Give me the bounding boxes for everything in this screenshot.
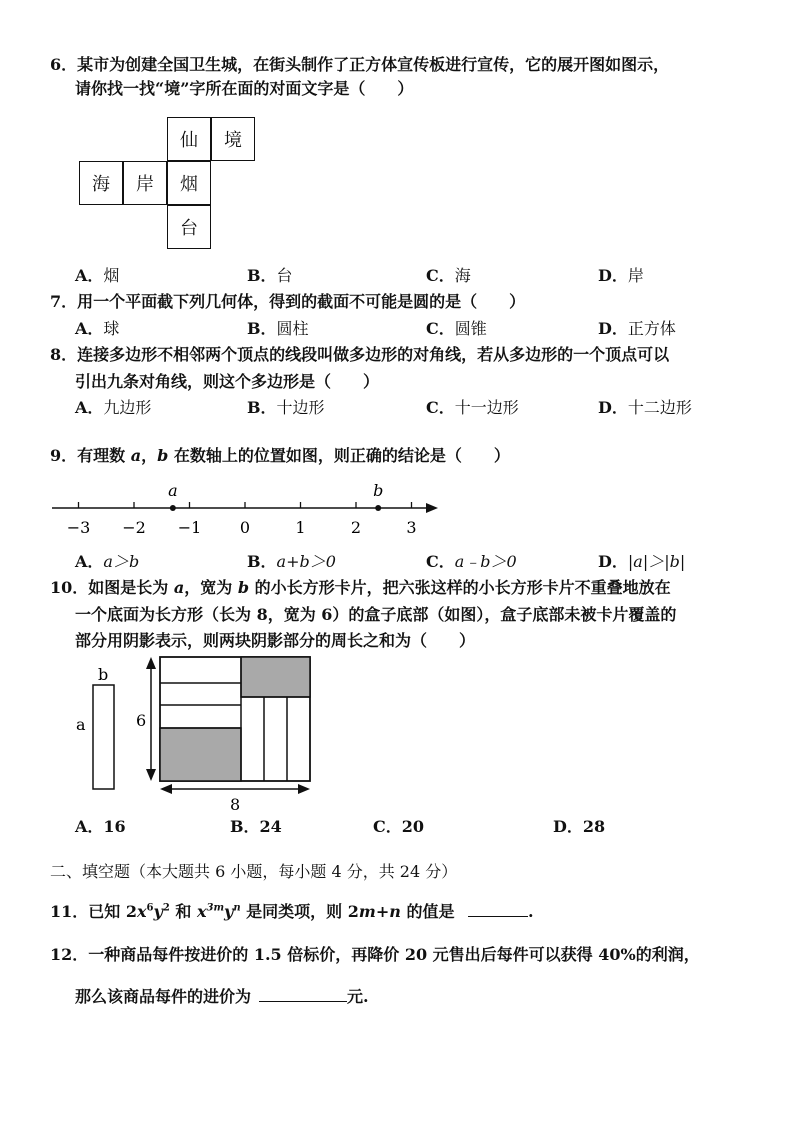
q8-line2: 引出九条对角线，则这个多边形是（ ） [75, 372, 380, 391]
q10-line3: 部分用阴影表示，则两块阴影部分的周长之和为（ ） [75, 631, 476, 650]
height-arrow-head-bottom [146, 769, 156, 781]
net-cell-xian: 仙 [167, 117, 211, 161]
q11-answer-blank[interactable] [468, 900, 528, 917]
q6-line2: 请你找一找“境”字所在面的对面文字是（ ） [75, 79, 414, 98]
q9-option-a[interactable]: A．a＞b [75, 552, 140, 571]
q9-number: 9． [50, 446, 78, 465]
net-cell-tai: 台 [167, 205, 211, 249]
section-2-heading: 二、填空题（本大题共 6 小题，每小题 4 分，共 24 分） [50, 862, 458, 881]
box-figure [60, 650, 340, 820]
q9-option-d[interactable]: D．|a|＞|b| [598, 552, 686, 571]
q10-number: 10． [50, 578, 89, 597]
net-cell-hai: 海 [79, 161, 123, 205]
q10-option-c[interactable]: C．20 [373, 817, 425, 836]
q11-line: 11．已知 $2x^6y^2$ 和 $x^{3m}y^n$ 是同类项，则 2m+n 的值是 . [50, 902, 534, 921]
net-cell-yan: 烟 [167, 161, 211, 205]
q10-option-d[interactable]: D．28 [553, 817, 606, 836]
q7-option-b[interactable]: B．圆柱 [247, 319, 309, 338]
q9-option-b[interactable]: B．a+b＞0 [247, 552, 336, 571]
q8-number: 8． [50, 345, 78, 364]
q10-line1: 10．如图是长为 a，宽为 b 的小长方形卡片，把六张这样的小长方形卡片不重叠地放在 [50, 578, 671, 597]
axis-tick-label: −2 [122, 518, 146, 537]
card-label-b: b [98, 665, 109, 684]
point-a-label: a [168, 481, 178, 500]
q10-line2: 一个底面为长方形（长为 8，宽为 6）的盒子底部（如图），盒子底部未被卡片覆盖的 [75, 605, 677, 624]
axis-tick-label: −3 [66, 518, 91, 537]
q10-option-b[interactable]: B．24 [230, 817, 282, 836]
q10-option-a[interactable]: A．16 [75, 817, 126, 836]
q8-option-d[interactable]: D．十二边形 [598, 398, 692, 417]
q6-option-b[interactable]: B．台 [247, 266, 293, 285]
q8-text1: 连接多边形不相邻两个顶点的线段叫做多边形的对角线，若从多边形的一个顶点可以 [77, 345, 670, 364]
shaded-region-top-right [241, 657, 310, 697]
q9-var-b: b [157, 446, 169, 465]
q6-option-a[interactable]: A．烟 [75, 266, 120, 285]
width-label: 8 [230, 795, 241, 814]
q7-option-a[interactable]: A．球 [75, 319, 120, 338]
net-cell-an: 岸 [123, 161, 167, 205]
q9-line1: 9．有理数 a，b 在数轴上的位置如图，则正确的结论是（ ） [50, 446, 510, 465]
net-cell-jing: 境 [211, 117, 255, 161]
q7-number: 7． [50, 292, 78, 311]
q8-option-c[interactable]: C．十一边形 [426, 398, 519, 417]
q9-option-c[interactable]: C．a﹣b＞0 [426, 552, 517, 571]
point-a-dot [170, 505, 176, 511]
shaded-region-bottom-left [160, 728, 241, 781]
q12-line2: 那么该商品每件的进价为 元. [75, 987, 369, 1006]
q9-var-a: a [130, 446, 142, 465]
q12-number: 12． [50, 945, 89, 964]
q6-option-d[interactable]: D．岸 [598, 266, 644, 285]
axis-tick-label: 1 [295, 518, 306, 537]
q6-text1: 某市为创建全国卫生城，在街头制作了正方体宣传板进行宣传，它的展开图如图示， [77, 55, 670, 74]
small-card [93, 685, 114, 789]
q12-line1: 12．一种商品每件按进价的 1.5 倍标价，再降价 20 元售出后每件可以获得 40%的利润， [50, 945, 700, 964]
height-label: 6 [136, 711, 147, 730]
width-arrow-head-left [160, 784, 172, 794]
axis-tick-label: 0 [239, 518, 251, 537]
width-arrow-head-right [298, 784, 310, 794]
q6-option-c[interactable]: C．海 [426, 266, 471, 285]
card-label-a: a [76, 715, 86, 734]
q7-option-d[interactable]: D．正方体 [598, 319, 676, 338]
q12-answer-blank[interactable] [259, 985, 347, 1002]
q8-option-a[interactable]: A．九边形 [75, 398, 152, 417]
axis-tick-label: −1 [177, 518, 202, 537]
axis-tick-label: 2 [350, 518, 362, 537]
q7-option-c[interactable]: C．圆锥 [426, 319, 487, 338]
q8-option-b[interactable]: B．十边形 [247, 398, 325, 417]
q11-number: 11． [50, 902, 89, 921]
point-b-dot [375, 505, 381, 511]
q7-text: 用一个平面截下列几何体，得到的截面不可能是圆的是（ ） [77, 292, 526, 311]
point-b-label: b [373, 481, 384, 500]
height-arrow-head-top [146, 657, 156, 669]
axis-arrow-head [426, 503, 438, 513]
axis-tick-label: 3 [406, 518, 417, 537]
q6-number: 6． [50, 55, 78, 74]
